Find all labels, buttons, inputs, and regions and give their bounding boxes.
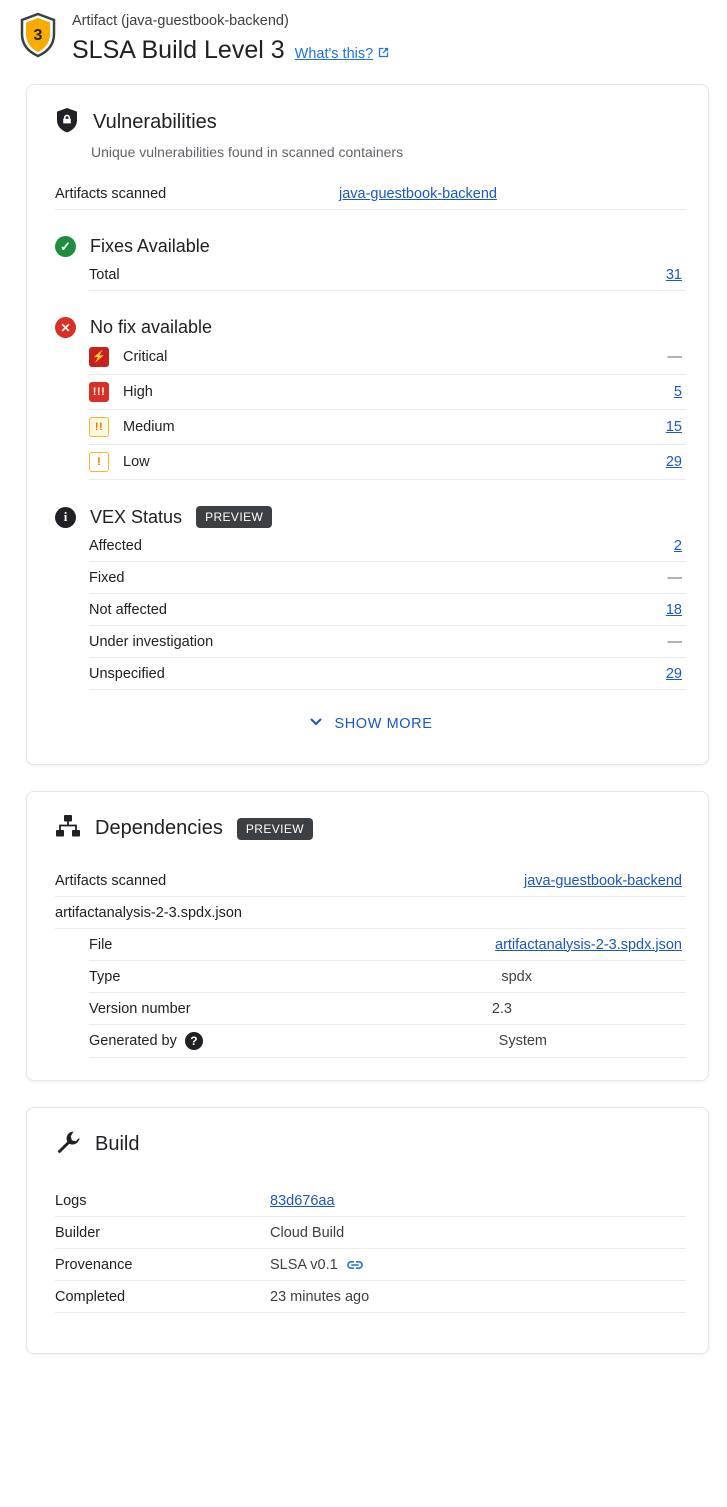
artifact-subtitle: Artifact (java-guestbook-backend) xyxy=(72,13,289,29)
dependencies-icon xyxy=(55,814,81,843)
build-title: Build xyxy=(95,1133,140,1155)
row-label: Critical xyxy=(123,349,168,365)
row-value: 2.3 xyxy=(491,1000,512,1017)
row-value[interactable]: 29 xyxy=(665,454,682,470)
critical-severity-icon: ⚡ xyxy=(89,347,109,367)
dependencies-title: Dependencies xyxy=(95,817,223,839)
row-value[interactable]: 83d676aa xyxy=(270,1192,335,1209)
build-card xyxy=(26,1107,709,1354)
table-row xyxy=(89,658,686,690)
row-value: — xyxy=(667,569,682,586)
vulnerabilities-subtitle: Unique vulnerabilities found in scanned containers xyxy=(91,144,404,160)
no-fix-available-label: No fix available xyxy=(90,317,213,337)
row-value: — xyxy=(667,349,682,365)
vulnerabilities-card xyxy=(26,84,709,765)
row-value[interactable]: 31 xyxy=(665,266,682,283)
row-label: Type xyxy=(89,968,121,985)
table-row xyxy=(89,340,686,375)
row-label: Fixed xyxy=(89,569,125,586)
help-icon[interactable]: ? xyxy=(185,1032,203,1050)
row-label: High xyxy=(123,384,153,400)
table-row xyxy=(89,259,686,291)
artifacts-scanned-row xyxy=(55,865,686,897)
whats-this-label: What's this? xyxy=(294,46,374,62)
shield-icon xyxy=(55,107,79,138)
check-circle-icon: ✓ xyxy=(55,236,76,257)
row-value: — xyxy=(667,633,682,650)
whats-this-link[interactable] xyxy=(295,46,391,63)
artifacts-scanned-label: Artifacts scanned xyxy=(55,872,167,889)
row-value[interactable]: 15 xyxy=(665,419,682,435)
artifacts-scanned-row xyxy=(55,178,686,210)
row-value: System xyxy=(498,1033,547,1049)
dependencies-preview-badge: PREVIEW xyxy=(237,818,313,840)
artifacts-scanned-link[interactable]: java-guestbook-backend xyxy=(524,872,682,889)
row-label: Not affected xyxy=(89,601,167,618)
table-row xyxy=(55,1281,686,1313)
vex-preview-badge: PREVIEW xyxy=(196,506,272,528)
row-label: Builder xyxy=(55,1224,101,1241)
table-row xyxy=(89,562,686,594)
row-label: File xyxy=(89,936,113,953)
wrench-icon xyxy=(55,1130,81,1159)
table-row xyxy=(89,594,686,626)
row-value[interactable]: 29 xyxy=(665,665,682,682)
row-label: Affected xyxy=(89,537,142,554)
row-label: Provenance xyxy=(55,1256,133,1273)
low-severity-icon: ! xyxy=(89,452,109,472)
dependencies-card xyxy=(26,791,709,1081)
row-value[interactable]: 5 xyxy=(673,384,682,400)
show-more-label: SHOW MORE xyxy=(334,716,433,732)
error-circle-icon: ✕ xyxy=(55,317,76,338)
row-value[interactable]: 18 xyxy=(665,601,682,618)
table-row xyxy=(89,375,686,410)
table-row xyxy=(89,626,686,658)
vulnerabilities-title: Vulnerabilities xyxy=(93,111,217,133)
fixes-available-table xyxy=(89,259,686,291)
row-value: 23 minutes ago xyxy=(270,1288,370,1305)
table-row xyxy=(55,1185,686,1217)
table-row xyxy=(55,1217,686,1249)
row-label: Unspecified xyxy=(89,665,165,682)
row-label: Completed xyxy=(55,1288,126,1305)
row-value: spdx xyxy=(501,968,532,985)
row-label: Total xyxy=(89,266,120,283)
table-row xyxy=(89,993,686,1025)
vex-status-table xyxy=(89,530,686,690)
row-label: Version number xyxy=(89,1000,191,1017)
row-value[interactable]: artifactanalysis-2-3.spdx.json xyxy=(495,936,682,953)
table-row xyxy=(89,961,686,993)
chevron-down-icon xyxy=(308,714,324,734)
badge-level-text: 3 xyxy=(33,27,43,44)
row-label: Low xyxy=(123,454,150,470)
table-row xyxy=(89,410,686,445)
row-label: Medium xyxy=(123,419,175,435)
table-row xyxy=(89,1025,686,1058)
dependency-detail-table xyxy=(89,929,686,1058)
high-severity-icon: !!! xyxy=(89,382,109,402)
fixes-available-heading xyxy=(55,236,686,257)
table-row xyxy=(89,530,686,562)
row-value[interactable]: 2 xyxy=(673,537,682,554)
show-more-button[interactable] xyxy=(55,690,686,744)
page-title: SLSA Build Level 3 xyxy=(72,36,285,64)
no-fix-available-table xyxy=(89,340,686,480)
table-row xyxy=(89,445,686,480)
link-chain-icon[interactable] xyxy=(346,1258,364,1272)
dependency-group-label: artifactanalysis-2-3.spdx.json xyxy=(55,904,242,921)
slsa-level-badge-icon xyxy=(18,12,58,58)
table-row xyxy=(89,929,686,961)
row-label: Generated by xyxy=(89,1033,177,1049)
vex-status-heading xyxy=(55,506,686,528)
info-circle-icon: i xyxy=(55,507,76,528)
fixes-available-label: Fixes Available xyxy=(90,236,210,256)
external-link-icon xyxy=(377,46,390,63)
no-fix-available-heading xyxy=(55,317,686,338)
row-label: Logs xyxy=(55,1192,87,1209)
dependency-group-row xyxy=(55,897,686,929)
row-label: Under investigation xyxy=(89,633,214,650)
page-header xyxy=(0,0,727,66)
artifacts-scanned-label: Artifacts scanned xyxy=(55,185,167,202)
row-value: SLSA v0.1 xyxy=(270,1256,338,1273)
medium-severity-icon: !! xyxy=(89,417,109,437)
artifacts-scanned-link[interactable]: java-guestbook-backend xyxy=(339,185,497,202)
table-row xyxy=(55,1249,686,1281)
row-value: Cloud Build xyxy=(270,1224,345,1241)
vex-status-label: VEX Status xyxy=(90,506,183,527)
